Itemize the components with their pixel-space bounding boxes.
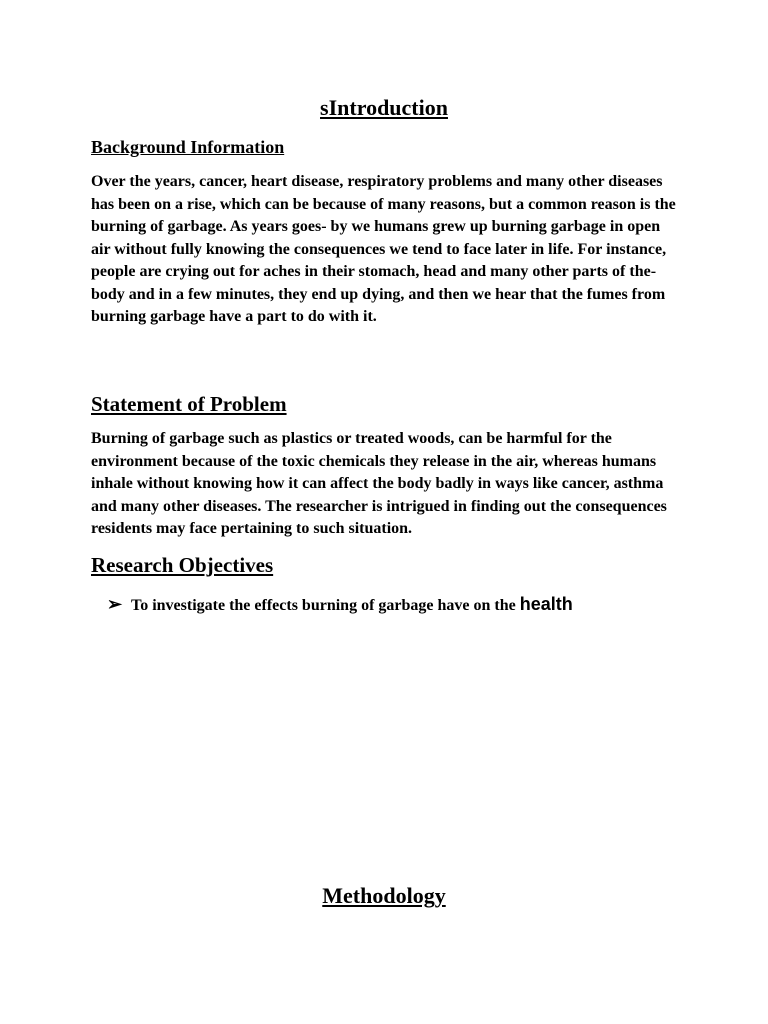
objectives-heading: Research Objectives: [91, 553, 274, 577]
objective-list-item: [107, 592, 573, 618]
objective-emphasis: health: [519, 594, 573, 614]
objective-text: To investigate the effects burning of garbage have on the: [131, 597, 520, 614]
background-paragraph: Over the years, cancer, heart disease, respiratory problems and many other diseases has been on a rise, which can be because of many reasons, but a common reason is the burning of garbage. As years goes- by we humans grew up burning garbage in open air without fully knowing the consequences we tend to face later in life. For instance, people are crying out for aches in their stomach, head and many other parts of the- body and in a few minutes, they end up dying, and then we hear that the fumes from burning garbage have a part to do with it.: [91, 173, 676, 325]
page-title: sIntroduction: [320, 95, 448, 120]
methodology-title: Methodology: [322, 883, 446, 908]
arrow-bullet-icon: ➢: [107, 594, 123, 614]
problem-paragraph: Burning of garbage such as plastics or treated woods, can be harmful for the environment because of the toxic chemicals they release in the air, whereas humans inhale without knowing how it can affect the body badly in ways like cancer, asthma and many other diseases. The researcher is intrigued in finding out the consequences residents may face pertaining to such situation.: [91, 430, 667, 537]
problem-heading: Statement of Problem: [91, 392, 287, 416]
background-heading: Background Information: [91, 137, 285, 157]
